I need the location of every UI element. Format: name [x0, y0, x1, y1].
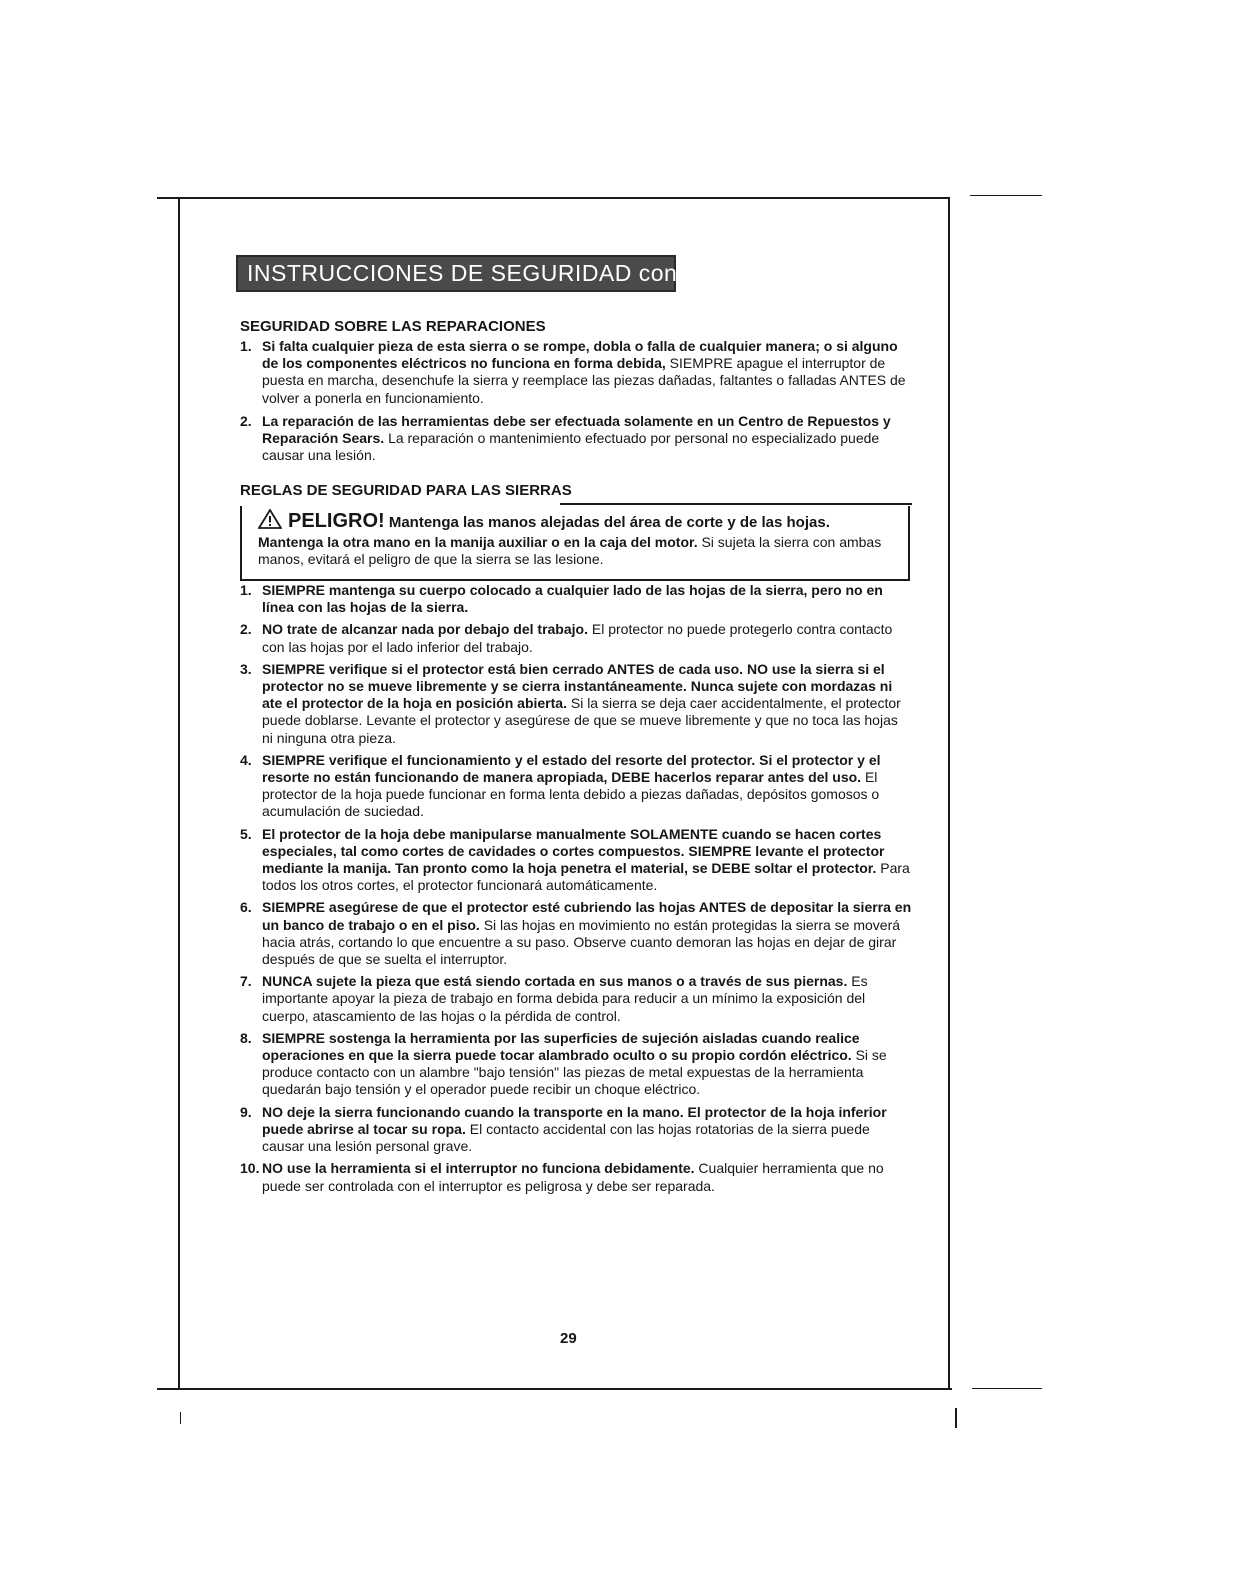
- danger-bold-text-2: Mantenga la otra mano en la manija auxiliar o en la caja del motor.: [258, 533, 698, 550]
- item-number: 10.: [240, 1160, 260, 1177]
- danger-bold-text-1: Mantenga las manos alejadas del área de corte y de las hojas.: [388, 514, 830, 531]
- item-text: Si la sierra se deja caer accidentalmente, el protector puede doblarse. Levante el protector y asegúrese de que se mueve libremente y que no toca las hojas ni ninguna otra pieza.: [262, 695, 901, 746]
- item-bold-text: La reparación de las herramientas debe ser efectuada solamente en un Centro de Repuestos y Reparación Sears.: [262, 412, 891, 447]
- danger-text: Si sujeta la sierra con ambas manos, evitará el peligro de que la sierra se las lesione.: [258, 533, 882, 567]
- list-item: [240, 413, 912, 465]
- item-number: 6.: [240, 899, 252, 916]
- item-number: 1.: [240, 582, 252, 598]
- frame-right-line: [948, 198, 950, 1390]
- frame-bottom-right-line: [972, 1388, 1042, 1389]
- item-text: El protector de la hoja puede funcionar en forma lenta debido a piezas dañadas, depósitos gomosos o acumulación de suciedad.: [262, 769, 880, 820]
- item-text: Para todos los otros cortes, el protector funcionará automáticamente.: [262, 860, 910, 894]
- list-item: [240, 621, 912, 655]
- item-number: 2.: [240, 621, 252, 638]
- list-item: [240, 1030, 912, 1099]
- item-bold-text: Si falta cualquier pieza de esta sierra o se rompe, dobla o falla de cualquier manera; o si alguno de los componentes eléctricos no funciona en forma debida,: [262, 338, 898, 372]
- item-number: 9.: [240, 1103, 252, 1120]
- crop-mark-right: [955, 1408, 957, 1428]
- danger-box: [240, 506, 910, 581]
- section-title-bar: [236, 255, 692, 292]
- item-bold-text: SIEMPRE mantenga su cuerpo colocado a cualquier lado de las hojas de la sierra, pero no en línea con las hojas de la sierra.: [262, 582, 883, 616]
- frame-left-line: [178, 198, 180, 1390]
- list-item: [240, 1104, 912, 1156]
- crop-mark-left: [180, 1412, 181, 1424]
- item-text: El contacto accidental con las hojas rotatorias de la sierra puede causar una lesión personal grave.: [262, 1120, 870, 1155]
- danger-label: PELIGRO!: [288, 510, 385, 532]
- list-item: [240, 661, 912, 747]
- item-number: 2.: [240, 412, 252, 429]
- list-item: [240, 582, 912, 616]
- item-text: La reparación o mantenimiento efectuado por personal no especializado puede causar una lesión.: [262, 430, 880, 464]
- item-bold-text: NO trate de alcanzar nada por debajo del trabajo.: [262, 621, 588, 638]
- item-number: 1.: [240, 338, 252, 354]
- item-text: Si las hojas en movimiento no están protegidas la sierra se moverá hacia atrás, cortando lo que encuentre a su paso. Observe cuanto demoran las hojas en dejar de girar después de que se suelta el interruptor.: [262, 916, 901, 968]
- item-text: Cualquier herramienta que no puede ser controlada con el interruptor es peligrosa y debe ser reparada.: [262, 1160, 884, 1194]
- item-number: 7.: [240, 973, 252, 990]
- list-item: [240, 826, 912, 895]
- item-number: 4.: [240, 751, 252, 768]
- item-number: 3.: [240, 660, 252, 677]
- frame-top-line: [157, 197, 950, 199]
- frame-top-right-line: [970, 195, 1042, 196]
- item-text: Es importante apoyar la pieza de trabajo en forma debida para reducir a un mínimo la exposición del cuerpo, atascamiento de las hojas o la pérdida de control.: [262, 973, 868, 1024]
- danger-box-top-line: [560, 503, 912, 505]
- list-item: [240, 752, 912, 821]
- danger-headline: [258, 509, 892, 534]
- item-bold-text: NUNCA sujete la pieza que está siendo cortada en sus manos o a través de sus piernas.: [262, 973, 848, 990]
- item-bold-text: SIEMPRE asegúrese de que el protector esté cubriendo las hojas ANTES de depositar la sierra en un banco de trabajo o en el piso.: [262, 899, 912, 933]
- list-item: [240, 338, 912, 407]
- repairs-list: [240, 338, 912, 464]
- list-item: [240, 899, 912, 968]
- item-bold-text: SIEMPRE sostenga la herramienta por las superficies de sujeción aisladas cuando realice operaciones en que la sierra puede tocar alambrado oculto o su propio cordón eléctrico.: [262, 1029, 860, 1064]
- saw-rules-heading: REGLAS DE SEGURIDAD PARA LAS SIERRAS: [240, 482, 572, 499]
- list-item: [240, 973, 912, 1025]
- danger-body: [258, 534, 892, 569]
- item-number: 5.: [240, 825, 252, 842]
- warning-triangle-icon: [258, 509, 282, 534]
- item-bold-text: El protector de la hoja debe manipularse manualmente SOLAMENTE cuando se hacen cortes especiales, tal como cortes de cavidades o cortes compuestos. SIEMPRE levante el protector mediante la manija. Tan pronto como la hoja penetra el material, se DEBE soltar el protector.: [262, 825, 885, 877]
- list-item: [240, 1160, 912, 1194]
- item-bold-text: SIEMPRE verifique si el protector está bien cerrado ANTES de cada uso. NO use la sierra si el protector no se mueve libremente y se cierra instantáneamente. Nunca sujete con mordazas ni ate el protector de la hoja en posición abierta.: [262, 660, 893, 712]
- item-bold-text: NO deje la sierra funcionando cuando la transporte en la mano. El protector de la hoja inferior puede abrirse al tocar su ropa.: [262, 1103, 887, 1137]
- page-title: INSTRUCCIONES DE SEGURIDAD cont.: [247, 260, 692, 286]
- frame-bottom-line: [157, 1388, 952, 1390]
- saw-rules-list: [240, 582, 912, 1195]
- item-number: 8.: [240, 1029, 252, 1046]
- item-text: Si se produce contacto con un alambre "bajo tensión" las piezas de metal expuestas de la herramienta quedarán bajo tensión y el operador puede recibir un choque eléctrico.: [262, 1047, 887, 1098]
- page-number: 29: [560, 1330, 577, 1347]
- item-text: SIEMPRE apague el interruptor de puesta en marcha, desenchufe la sierra y reemplace las piezas dañadas, faltantes o falladas ANTES de volver a ponerla en funcionamiento.: [262, 355, 906, 406]
- repairs-heading: SEGURIDAD SOBRE LAS REPARACIONES: [240, 318, 546, 335]
- item-text: El protector no puede protegerlo contra contacto con las hojas por el lado inferior del trabajo.: [262, 621, 893, 655]
- item-bold-text: NO use la herramienta si el interruptor no funciona debidamente.: [262, 1160, 695, 1177]
- item-bold-text: SIEMPRE verifique el funcionamiento y el estado del resorte del protector. Si el protector y el resorte no están funcionando de manera apropiada, DEBE hacerlos reparar antes del uso.: [262, 751, 881, 786]
